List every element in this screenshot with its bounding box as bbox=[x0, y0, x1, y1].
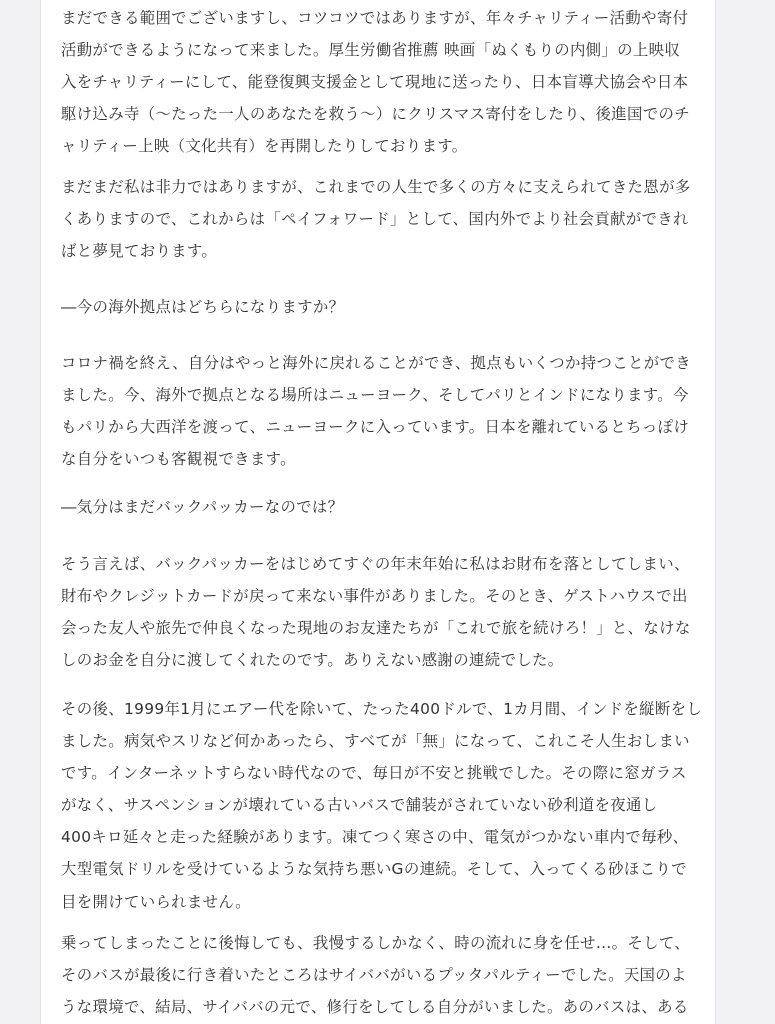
text-line: です。インターネットすらない時代なので、毎日が不安と挑戦でした。その際に窓ガラス bbox=[61, 764, 687, 783]
text-line: ―気分はまだバックパッカーなのでは？ bbox=[61, 498, 344, 516]
text-line: 会った友人や旅先で仲良くなった現地のお友達たちが「これで旅を続けろ！」と、なけな bbox=[61, 619, 691, 638]
text-line: 目を開けていられません。 bbox=[61, 892, 251, 911]
text-line: うな環境で、結局、サイババの元で、修行をしてしる自分がいました。あのバスは、ある bbox=[61, 998, 689, 1017]
text-line: くありますので、これからは「ペイフォワード」として、国内外でより社会貢献ができれ bbox=[61, 210, 689, 229]
text-line: そう言えば、バックパッカーをはじめてすぐの年末年始に私はお財布を落としてしまい、 bbox=[61, 555, 690, 573]
text-line: 大型電気ドリルを受けているような気持ち悪いGの連続。そして、入ってくる砂ほこりで bbox=[61, 860, 687, 879]
article-page bbox=[40, 0, 716, 1024]
paragraph-india-trip bbox=[61, 693, 702, 918]
paragraph-bus-journey bbox=[61, 927, 690, 1023]
text-line: ―今の海外拠点はどちらになりますか？ bbox=[61, 298, 345, 316]
text-line: ました。今、海外で拠点となる場所はニューヨーク、そしてパリとインドになります。今 bbox=[61, 386, 689, 405]
text-line: そのバスが最後に行き着いたところはサイババがいるプッタパルティーでした。天国のよ bbox=[61, 966, 687, 985]
text-line: まだできる範囲でございますし、コツコツではありますが、年々チャリティー活動や寄付 bbox=[61, 9, 689, 27]
text-line: しのお金を自分に渡してくれたのです。ありえない感謝の連続でした。 bbox=[61, 651, 564, 670]
text-line: ばと夢見ております。 bbox=[61, 242, 218, 261]
text-line: 財布やクレジットカードが戻って来ない事件がありました。そのとき、ゲストハウスで出 bbox=[61, 587, 688, 606]
paragraph-pay-forward bbox=[61, 171, 691, 267]
interview-question-backpacker bbox=[61, 491, 343, 523]
text-line: 駆け込み寺（〜たった一人のあなたを救う〜）にクリスマス寄付をしたり、後進国でのチ bbox=[61, 105, 691, 124]
text-line: ャリティー上映（文化共有）を再開したりしております。 bbox=[61, 137, 468, 156]
text-line: ました。病気やスリなど何かあったら、すべてが「無」になって、これこそ人生おしまい bbox=[61, 732, 690, 751]
text-line: もパリから大西洋を渡って、ニューヨークに入っています。日本を離れているとちっぽけ bbox=[61, 418, 690, 437]
text-line: コロナ禍を終え、自分はやっと海外に戻れることができ、拠点もいくつか持つことができ bbox=[61, 354, 691, 372]
paragraph-charity bbox=[61, 2, 690, 162]
interview-question-overseas-base bbox=[61, 291, 344, 323]
paragraph-lost-wallet bbox=[61, 548, 691, 676]
text-line: その後、1999年1月にエアー代を除いて、たった400ドルで、1カ月間、インドを縦断をし bbox=[61, 700, 703, 718]
text-line: 入をチャリティーにして、能登復興支援金として現地に送ったり、日本盲導犬協会や日本 bbox=[61, 73, 689, 92]
text-line: まだまだ私は非力ではありますが、これまでの人生で多くの方々に支えられてきた恩が多 bbox=[61, 178, 691, 196]
text-line: 活動ができるようになって来ました。厚生労働省推薦 映画「ぬくもりの内側」の上映収 bbox=[61, 41, 681, 60]
text-line: 400キロ延々と走った経験があります。凍てつく寒さの中、電気がつかない車内で毎秒、 bbox=[61, 828, 689, 847]
text-line: がなく、サスペンションが壊れている古いバスで舗装がされていない砂利道を夜通し bbox=[61, 796, 658, 815]
text-line: な自分をいつも客観視できます。 bbox=[61, 450, 296, 469]
paragraph-overseas-base bbox=[61, 347, 691, 475]
text-line: 乗ってしまったことに後悔しても、我慢するしかなく、時の流れに身を任せ…。そして、 bbox=[61, 934, 691, 952]
